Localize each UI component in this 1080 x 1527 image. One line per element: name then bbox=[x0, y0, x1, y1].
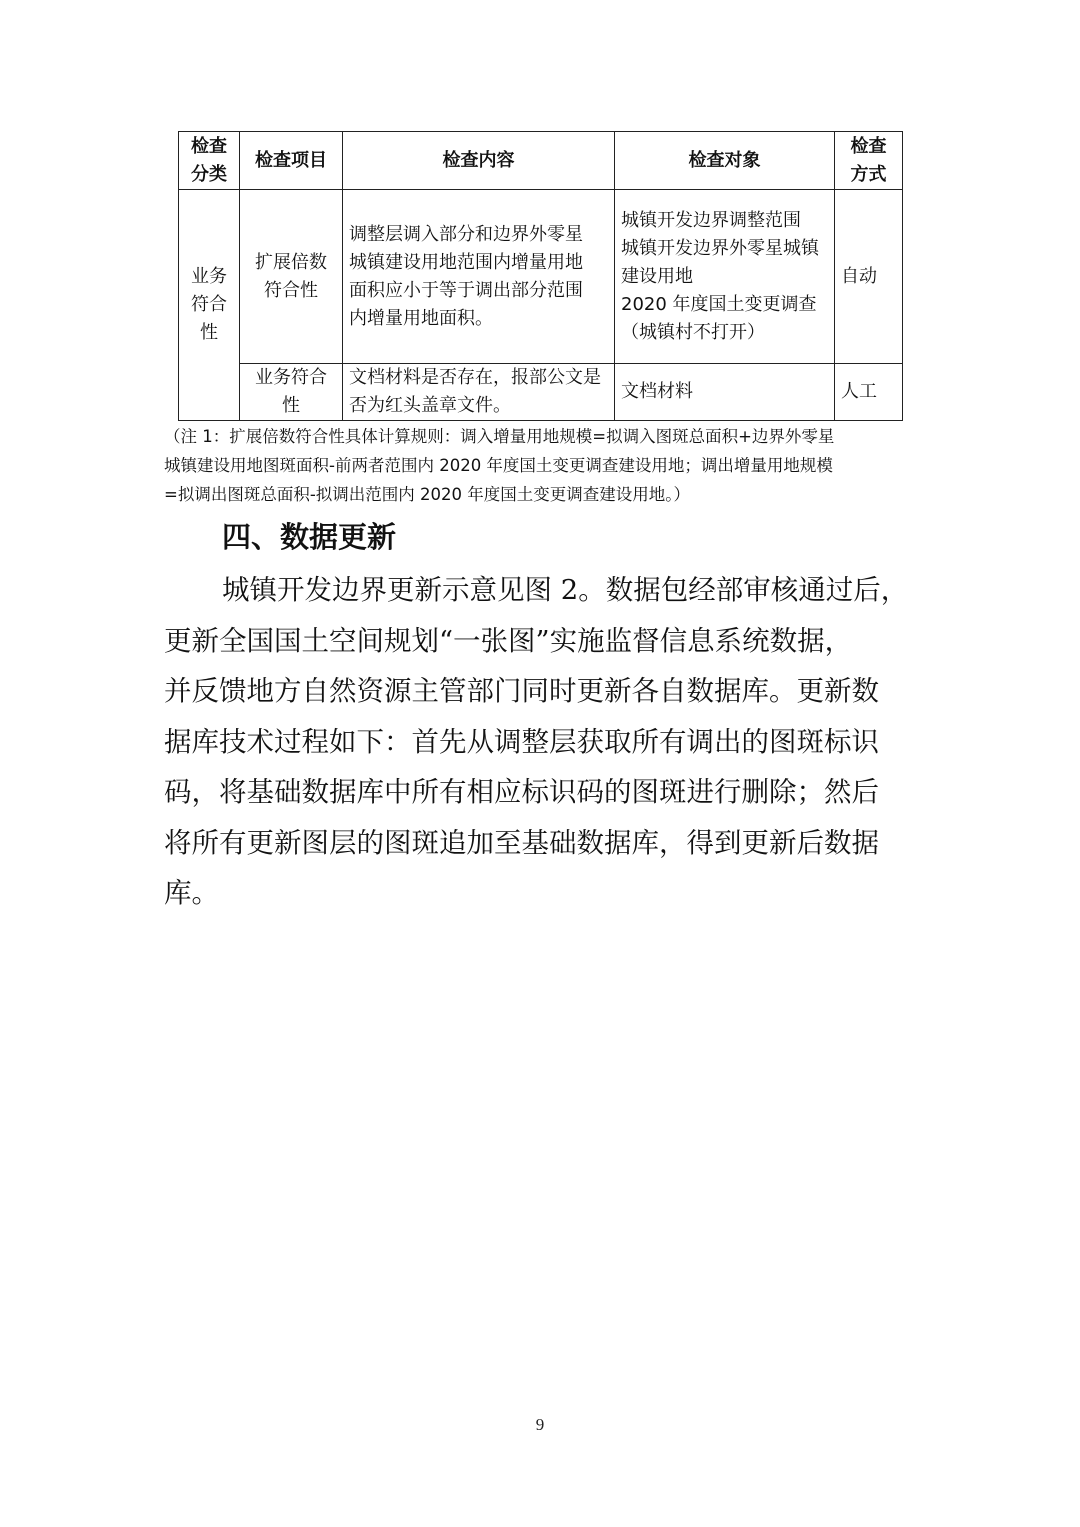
cell-text: 扩展倍数 bbox=[255, 251, 327, 273]
paragraph-line: 库。 bbox=[164, 877, 219, 909]
table-footnote bbox=[164, 422, 924, 509]
content-cell bbox=[343, 364, 615, 421]
section-heading: 四、数据更新 bbox=[222, 520, 397, 554]
footnote-line: 城镇建设用地图斑面积-前两者范围内 2020 年度国土变更调查建设用地；调出增量用地规模 bbox=[164, 456, 833, 475]
paragraph-line: 更新全国国土空间规划“一张图”实施监督信息系统数据， bbox=[164, 624, 853, 657]
cell-text: 2020 年度国土变更调查 bbox=[621, 293, 817, 315]
cell-text: （城镇村不打开） bbox=[621, 321, 765, 343]
object-cell bbox=[615, 190, 835, 364]
table-row bbox=[179, 364, 903, 421]
cell-text: 性 bbox=[200, 322, 218, 343]
page-number: 9 bbox=[535, 1415, 545, 1434]
cell-text: 自动 bbox=[841, 265, 877, 287]
header-text: 检查 bbox=[191, 135, 227, 157]
header-content bbox=[343, 132, 615, 190]
cell-text: 城镇开发边界外零星城镇 bbox=[621, 237, 819, 259]
cell-text: 业务 bbox=[191, 266, 227, 287]
header-text: 检查 bbox=[850, 135, 887, 157]
paragraph-line: 并反馈地方自然资源主管部门同时更新各自数据库。更新数 bbox=[164, 675, 879, 707]
object-cell bbox=[615, 364, 835, 421]
header-text: 检查对象 bbox=[688, 149, 761, 171]
category-cell bbox=[179, 190, 240, 421]
body-paragraph bbox=[164, 565, 924, 919]
cell-text: 城镇建设用地范围内增量用地 bbox=[349, 251, 583, 273]
table-header-row bbox=[179, 132, 903, 190]
header-object bbox=[615, 132, 835, 190]
header-text: 检查内容 bbox=[442, 149, 515, 171]
paragraph-line: 码，将基础数据库中所有相应标识码的图斑进行删除；然后 bbox=[164, 776, 879, 808]
table-row bbox=[179, 190, 903, 364]
footnote-line: （注 1：扩展倍数符合性具体计算规则：调入增量用地规模=拟调入图斑总面积+边界外零星 bbox=[164, 427, 835, 446]
paragraph-line: 城镇开发边界更新示意见图 2。数据包经部审核通过后， bbox=[222, 574, 909, 606]
cell-text: 面积应小于等于调出部分范围 bbox=[349, 279, 583, 301]
cell-text: 文档材料是否存在，报部公文是 bbox=[349, 367, 601, 388]
header-text: 方式 bbox=[850, 163, 887, 185]
header-method bbox=[835, 132, 903, 190]
method-cell bbox=[835, 190, 903, 364]
item-cell bbox=[240, 364, 343, 421]
header-text: 检查项目 bbox=[255, 149, 327, 171]
item-cell bbox=[240, 190, 343, 364]
cell-text: 内增量用地面积。 bbox=[349, 307, 493, 329]
paragraph-line: 据库技术过程如下：首先从调整层获取所有调出的图斑标识 bbox=[164, 725, 879, 758]
cell-text: 业务符合 bbox=[255, 367, 327, 388]
header-text: 分类 bbox=[191, 163, 227, 185]
header-category bbox=[179, 132, 240, 190]
method-cell bbox=[835, 364, 903, 421]
inspection-table bbox=[178, 131, 903, 421]
footnote-line: =拟调出图斑总面积-拟调出范围内 2020 年度国土变更调查建设用地。） bbox=[164, 485, 691, 504]
cell-text: 性 bbox=[282, 395, 300, 416]
content-cell bbox=[343, 190, 615, 364]
header-item bbox=[240, 132, 343, 190]
cell-text: 建设用地 bbox=[621, 265, 693, 287]
cell-text: 否为红头盖章文件。 bbox=[349, 395, 511, 416]
cell-text: 人工 bbox=[841, 381, 877, 402]
cell-text: 城镇开发边界调整范围 bbox=[621, 209, 801, 231]
cell-text: 调整层调入部分和边界外零星 bbox=[349, 223, 583, 245]
cell-text: 文档材料 bbox=[621, 381, 693, 402]
cell-text: 符合性 bbox=[264, 279, 318, 301]
paragraph-line: 将所有更新图层的图斑追加至基础数据库，得到更新后数据 bbox=[164, 826, 879, 859]
cell-text: 符合 bbox=[191, 294, 227, 315]
